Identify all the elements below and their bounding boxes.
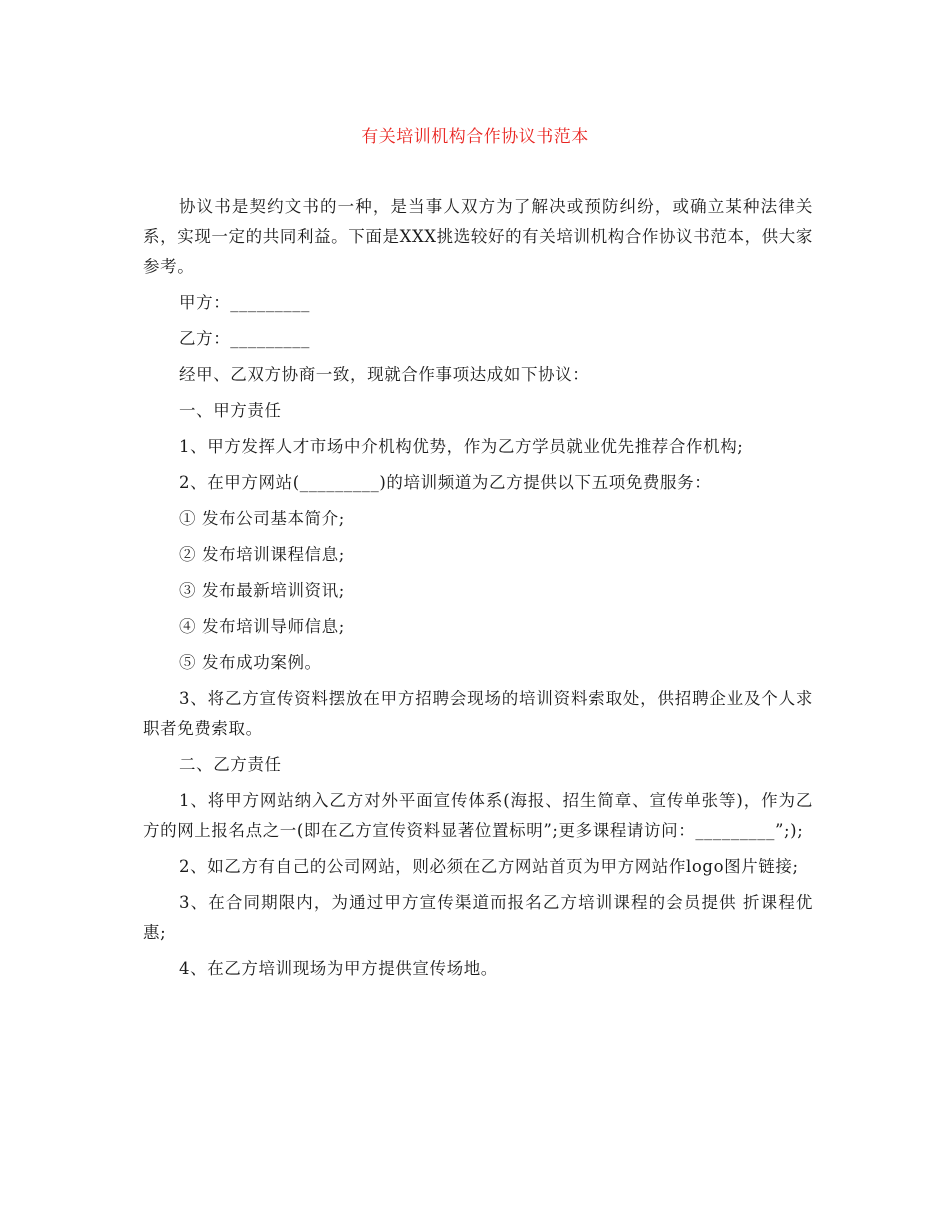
party-b-clause-3: 3、在合同期限内，为通过甲方宣传渠道而报名乙方培训课程的会员提供 折课程优惠; xyxy=(143,893,813,942)
party-b-line: 乙方：_________ xyxy=(179,329,310,348)
party-b-clause-4: 4、在乙方培训现场为甲方提供宣传场地。 xyxy=(179,959,498,978)
service-item-1: ① 发布公司基本简介; xyxy=(179,509,345,528)
section-heading-party-a: 一、甲方责任 xyxy=(179,401,282,420)
document-title: 有关培训机构合作协议书范本 xyxy=(361,127,589,147)
service-item-2: ② 发布培训课程信息; xyxy=(179,545,345,564)
party-b-clause-1: 1、将甲方网站纳入乙方对外平面宣传体系(海报、招生简章、宣传单张等)，作为乙方的网上报名点之一(即在乙方宣传资料显著位置标明”;更多课程请访问：_________”;); xyxy=(143,791,813,840)
section-heading-party-b: 二、乙方责任 xyxy=(179,755,282,774)
party-a-clause-1: 1、甲方发挥人才市场中介机构优势，作为乙方学员就业优先推荐合作机构; xyxy=(179,437,744,456)
service-item-3: ③ 发布最新培训资讯; xyxy=(179,581,345,600)
service-item-5: ⑤ 发布成功案例。 xyxy=(179,653,322,672)
party-a-clause-3: 3、将乙方宣传资料摆放在甲方招聘会现场的培训资料索取处，供招聘企业及个人求职者免费索取。 xyxy=(143,689,813,738)
service-item-4: ④ 发布培训导师信息; xyxy=(179,617,345,636)
party-a-clause-2: 2、在甲方网站(_________)的培训频道为乙方提供以下五项免费服务： xyxy=(179,473,712,492)
document-body xyxy=(143,192,813,990)
party-b-clause-2: 2、如乙方有自己的公司网站，则必须在乙方网站首页为甲方网站作logo图片链接; xyxy=(179,857,799,876)
party-a-line: 甲方：_________ xyxy=(179,293,310,312)
agreement-preamble: 经甲、乙双方协商一致，现就合作事项达成如下协议： xyxy=(179,365,590,384)
intro-paragraph: 协议书是契约文书的一种，是当事人双方为了解决或预防纠纷，或确立某种法律关系，实现一定的共同利益。下面是XXX挑选较好的有关培训机构合作协议书范本，供大家参考。 xyxy=(143,197,813,276)
